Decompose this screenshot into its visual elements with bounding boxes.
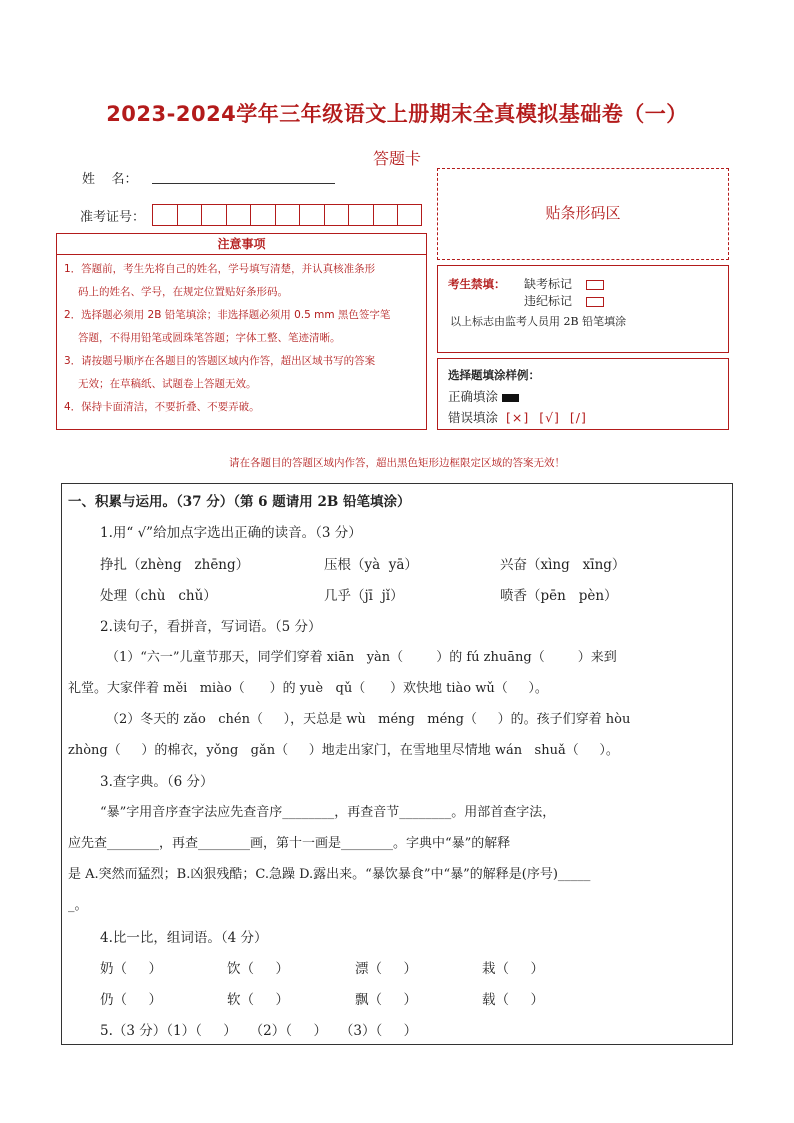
notice-item-text: 2．选择题必须用 2B 铅笔填涂；非选择题必须用 0.5 mm 黑色签字笔: [64, 309, 391, 321]
notice-item-text: 无效；在草稿纸、试题卷上答题无效。: [78, 378, 257, 390]
notice-item-3: [57, 350, 426, 396]
q1-title: 1.用“ √”给加点字选出正确的读音。（3 分）: [100, 525, 362, 541]
notice-item-4: [57, 396, 426, 419]
violation-mark-row: [524, 292, 604, 309]
q2-line: （2）冬天的 zǎo chén（ ），天总是 wù méng méng（ ）的。孩子们穿着 hòu: [106, 712, 631, 727]
section1-answer-area: [61, 483, 733, 1045]
section1-heading: 一、积累与运用。（37 分）（第 6 题请用 2B 铅笔填涂）: [68, 494, 411, 510]
ban-note: 以上标志由监考人员用 2B 铅笔填涂: [450, 315, 627, 328]
absent-mark-label: 缺考标记: [524, 277, 573, 291]
q2-title: 2.读句子，看拼音，写词语。（5 分）: [100, 619, 322, 635]
q1-item[interactable]: 喷香（pēn pèn）: [500, 588, 618, 604]
exam-id-digit-box[interactable]: [250, 204, 275, 226]
answer-sheet-subtitle: 答题卡: [372, 149, 421, 168]
q1-item[interactable]: 挣扎（zhèng zhēng）: [100, 557, 250, 573]
violation-mark-box[interactable]: [586, 297, 604, 307]
notice-item-2: [57, 304, 426, 350]
q4-item[interactable]: 栽（ ）: [482, 961, 544, 977]
q4-item[interactable]: 饮（ ）: [227, 961, 289, 977]
wrong-fill-marks: [×] [√] [/]: [506, 410, 587, 425]
wrong-fill-label: 错误填涂: [448, 410, 499, 425]
absent-mark-row: [524, 275, 604, 292]
q4-item[interactable]: 软（ ）: [227, 992, 289, 1008]
q4-item[interactable]: 奶（ ）: [100, 961, 162, 977]
notice-heading: 注意事项: [57, 234, 426, 255]
notice-box: [56, 233, 427, 430]
notice-item-text: 码上的姓名、学号，在规定位置贴好条形码。: [78, 286, 288, 298]
correct-fill-label: 正确填涂: [448, 389, 499, 404]
fill-sample-box: [437, 358, 729, 430]
q3-title: 3.查字典。（6 分）: [100, 774, 214, 790]
exam-id-digit-box[interactable]: [201, 204, 226, 226]
exam-id-digit-box[interactable]: [152, 204, 177, 226]
fill-sample-label: 选择题填涂样例：: [448, 368, 540, 382]
q2-line: 礼堂。大家伴着 měi miào（ ）的 yuè qǔ（ ）欢快地 tiào wǔ（ ）。: [68, 681, 548, 696]
notice-item-text: 答题，不得用铅笔或圆珠笔答题；字体工整、笔迹清晰。: [78, 332, 341, 344]
q5-line[interactable]: 5.（3 分）（1）（ ） （2）（ ） （3）（ ）: [100, 1023, 418, 1039]
name-field[interactable]: [152, 183, 335, 184]
ban-label: 考生禁填：: [448, 277, 506, 291]
name-label: 姓 名：: [82, 172, 138, 187]
filled-mark-icon: [502, 394, 519, 402]
q4-item[interactable]: 仍（ ）: [100, 992, 162, 1008]
exam-id-digit-box[interactable]: [348, 204, 373, 226]
examinee-prohibited-box: [437, 265, 729, 353]
exam-id-digit-box[interactable]: [324, 204, 349, 226]
exam-id-digit-box[interactable]: [397, 204, 422, 226]
q2-line: （1）“六一”儿童节那天，同学们穿着 xiān yàn（ ）的 fú zhuāng（ ）来到: [106, 650, 617, 665]
q4-item[interactable]: 载（ ）: [482, 992, 544, 1008]
q3-line: _。: [68, 898, 88, 913]
answer-area-warning: 请在各题目的答题区域内作答，超出黑色矩形边框限定区域的答案无效！: [229, 457, 565, 469]
q2-line: zhòng（ ）的棉衣，yǒng gǎn（ ）地走出家门，在雪地里尽情地 wán shuǎ（ ）。: [68, 743, 619, 758]
q1-item[interactable]: 兴奋（xìng xīng）: [500, 557, 626, 573]
wrong-fill-row: [448, 408, 587, 426]
q3-line: “暴”字用音序查字法应先查音序________，再查音节________。用部首查字法，: [100, 805, 556, 820]
q4-item[interactable]: 飘（ ）: [355, 992, 417, 1008]
exam-id-digit-box[interactable]: [275, 204, 300, 226]
exam-id-label: 准考证号：: [80, 210, 146, 225]
absent-mark-box[interactable]: [586, 280, 604, 290]
q1-item[interactable]: 几乎（jī jǐ）: [324, 588, 404, 604]
exam-id-digit-box[interactable]: [299, 204, 324, 226]
notice-item-text: 3．请按题号顺序在各题目的答题区域内作答，超出区域书写的答案: [64, 355, 376, 367]
barcode-area: 贴条形码区: [437, 168, 729, 260]
correct-fill-row: [448, 387, 519, 405]
q3-line: 应先查________，再查________画，第十一画是________。字典中“暴”的解释: [68, 836, 511, 851]
notice-item-1: [57, 258, 426, 304]
violation-mark-label: 违纪标记: [524, 294, 573, 308]
page-title: 2023-2024学年三年级语文上册期末全真模拟基础卷（一）: [106, 102, 688, 126]
exam-id-digit-box[interactable]: [226, 204, 251, 226]
q1-item[interactable]: 压根（yà yā）: [324, 557, 418, 573]
q4-item[interactable]: 漂（ ）: [355, 961, 417, 977]
q3-line: 是 A.突然而猛烈；B.凶狠残酷；C.急躁 D.露出来。“暴饮暴食”中“暴”的解释是(序号)_____: [68, 867, 591, 882]
notice-item-text: 1．答题前，考生先将自己的姓名，学号填写清楚，并认真核准条形: [64, 263, 376, 275]
exam-id-boxes[interactable]: [152, 204, 422, 226]
q4-title: 4.比一比，组词语。（4 分）: [100, 930, 268, 946]
q1-item[interactable]: 处理（chù chǔ）: [100, 588, 217, 604]
exam-id-digit-box[interactable]: [373, 204, 398, 226]
exam-id-digit-box[interactable]: [177, 204, 202, 226]
notice-item-text: 4．保持卡面清洁，不要折叠、不要弄破。: [64, 401, 260, 413]
